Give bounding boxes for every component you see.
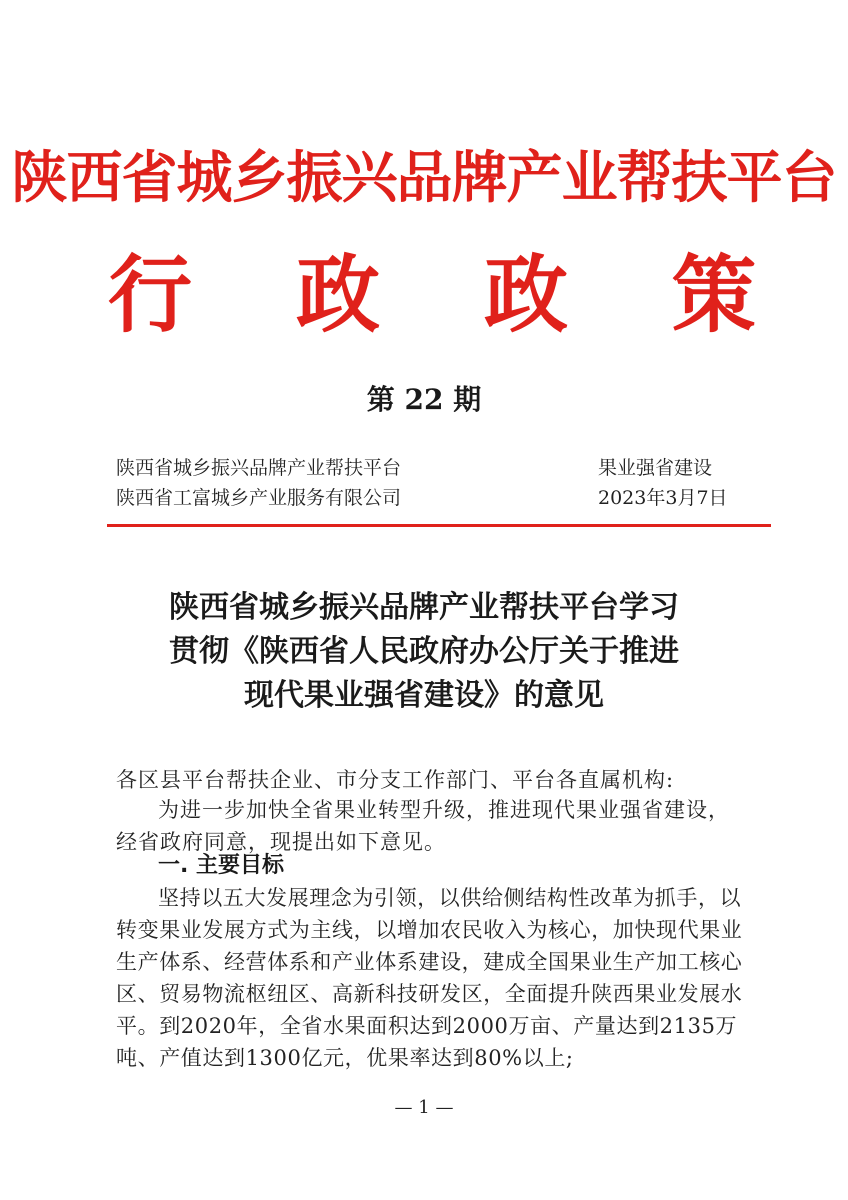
salutation: 各区县平台帮扶企业、市分支工作部门、平台各直属机构: bbox=[116, 768, 675, 792]
issue-number: 第 22 期 bbox=[366, 383, 482, 416]
masthead-char: 政 bbox=[295, 245, 380, 344]
masthead-char: 政 bbox=[483, 245, 568, 344]
masthead-char: 策 bbox=[671, 245, 756, 344]
intro-paragraph: 为进一步加快全省果业转型升级，推进现代果业强省建设，经省政府同意，现提出如下意见。 bbox=[116, 798, 730, 854]
red-divider-line bbox=[107, 524, 771, 527]
main-goals-paragraph: 坚持以五大发展理念为引领，以供给侧结构性改革为抓手，以转变果业发展方式为主线，以增加农民收入为核心，加快现代果业生产体系、经营体系和产业体系建设，建成全国果业生产加工核心区、贸易物流枢纽区、高新科技研发区，全面提升陕西果业发展水平。到2020年，全省水果面积达到2000万亩、产量达到2135万吨、产值达到1300亿元，优果率达到80%以上; bbox=[116, 886, 743, 1070]
document-title bbox=[0, 586, 848, 718]
masthead-document-type bbox=[108, 245, 756, 345]
issue-date: 2023年3月7日 bbox=[598, 487, 728, 509]
page-number: — 1 — bbox=[394, 1097, 454, 1118]
section-heading-main-goals: 一. 主要目标 bbox=[158, 853, 285, 878]
document-title-line: 贯彻《陕西省人民政府办公厅关于推进 bbox=[169, 634, 679, 669]
masthead-char: 行 bbox=[108, 245, 193, 344]
masthead-title: 陕西省城乡振兴品牌产业帮扶平台 bbox=[11, 145, 837, 211]
document-title-line: 现代果业强省建设》的意见 bbox=[244, 678, 604, 713]
document-title-line: 陕西省城乡振兴品牌产业帮扶平台学习 bbox=[169, 590, 679, 625]
issuer-company: 陕西省工富城乡产业服务有限公司 bbox=[116, 487, 402, 509]
topic-label: 果业强省建设 bbox=[598, 457, 713, 479]
issuer-platform: 陕西省城乡振兴品牌产业帮扶平台 bbox=[116, 457, 402, 479]
